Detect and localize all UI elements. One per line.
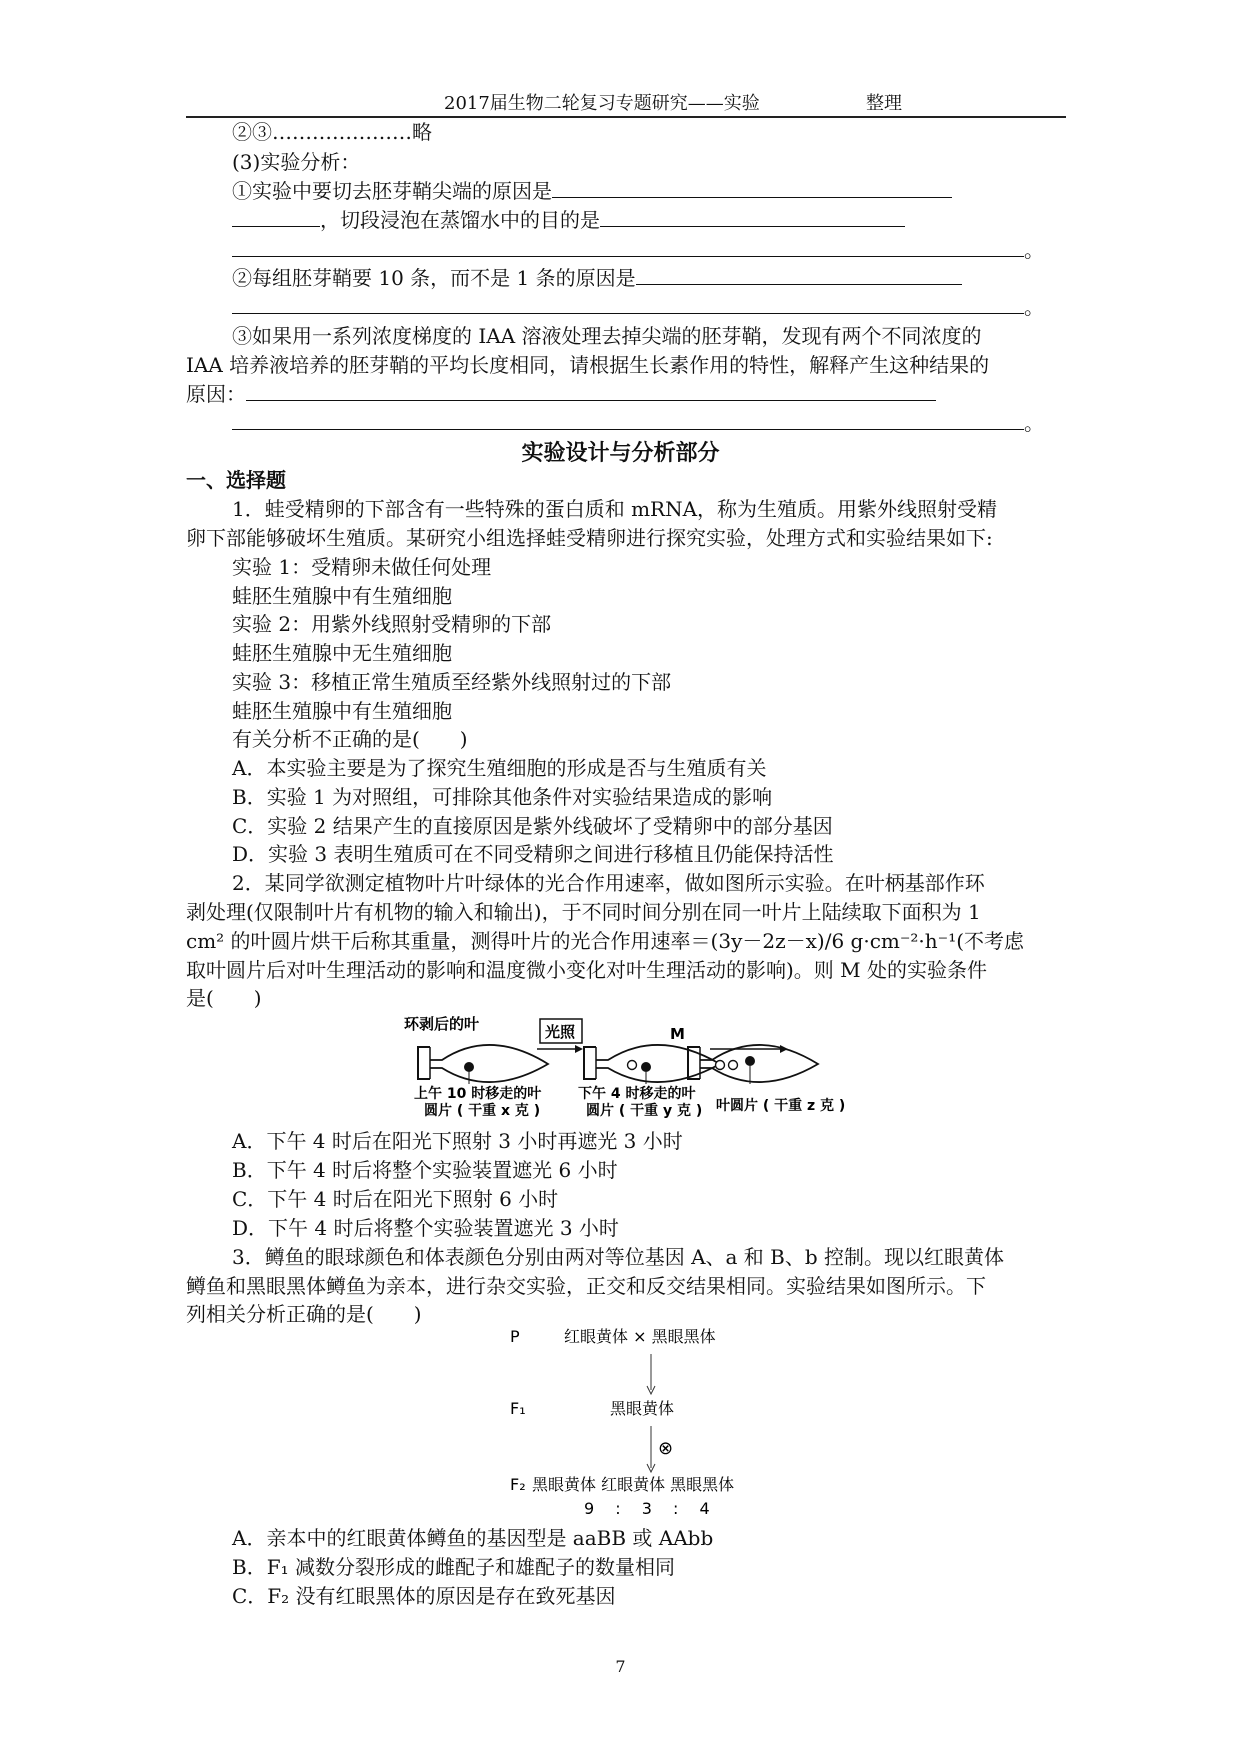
answer-blank[interactable]	[232, 236, 1024, 257]
m-label: M	[670, 1025, 685, 1043]
caption-1a: 上午 10 时移走的叶	[414, 1086, 542, 1102]
page-number: 7	[615, 1657, 626, 1676]
fig-top-label: 环剥后的叶	[404, 1015, 480, 1033]
option-c[interactable]: C．实验 2 结果产生的直接原因是紫外线破坏了受精卵中的部分基因	[232, 814, 833, 838]
leaf-experiment-diagram	[400, 1012, 880, 1122]
caption-2a: 下午 4 时移走的叶	[578, 1086, 696, 1102]
question-line: 取叶圆片后对叶生理活动的影响和温度微小变化对叶生理活动的影响)。则 M 处的实验条件	[186, 958, 987, 982]
question-line: 原因：	[186, 380, 936, 408]
leaf-1	[418, 1045, 548, 1084]
light-label: 光照	[545, 1023, 576, 1041]
question-line: 是( )	[186, 986, 262, 1010]
f2-phenotypes: 黑眼黄体 红眼黄体 黑眼黑体	[532, 1475, 735, 1494]
cross-diagram	[500, 1318, 800, 1518]
option-a[interactable]: A．亲本中的红眼黄体鳟鱼的基因型是 aaBB 或 AAbb	[232, 1526, 714, 1550]
answer-blank[interactable]	[232, 206, 320, 227]
selfing-icon: ⊗	[658, 1438, 674, 1459]
f2-ratio: 9 : 3 : 4	[584, 1499, 710, 1518]
answer-line: 。	[232, 293, 1044, 321]
question-line: 鳟鱼和黑眼黑体鳟鱼为亲本，进行杂交实验，正交和反交结果相同。实验结果如图所示。下	[186, 1274, 986, 1298]
f2-label: F₂	[510, 1475, 526, 1494]
header-tag: 整理	[866, 93, 902, 114]
page-header	[186, 86, 1066, 118]
question-ask: 有关分析不正确的是( )	[232, 727, 468, 751]
answer-blank[interactable]	[232, 293, 1024, 314]
result-line: 蛙胚生殖腺中有生殖细胞	[232, 584, 452, 608]
intro-line: (3)实验分析：	[232, 150, 361, 174]
leaf-3	[688, 1045, 818, 1084]
question-line: 卵下部能够破坏生殖质。某研究小组选择蛙受精卵进行探究实验，处理方式和实验结果如下:	[186, 526, 993, 550]
option-d[interactable]: D．下午 4 时后将整个实验装置遮光 3 小时	[232, 1216, 619, 1240]
option-d[interactable]: D．实验 3 表明生殖质可在不同受精卵之间进行移植且仍能保持活性	[232, 842, 834, 866]
f1-label: F₁	[510, 1399, 526, 1418]
question-line: 2．某同学欲测定植物叶片叶绿体的光合作用速率，做如图所示实验。在叶柄基部作环	[232, 871, 985, 895]
question-line: ①实验中要切去胚芽鞘尖端的原因是	[232, 177, 952, 205]
option-b[interactable]: B．下午 4 时后将整个实验装置遮光 6 小时	[232, 1158, 618, 1182]
part-title: 一、选择题	[186, 468, 286, 492]
result-line: 蛙胚生殖腺中无生殖细胞	[232, 641, 452, 665]
answer-blank[interactable]	[552, 177, 952, 198]
option-b[interactable]: B．F₁ 减数分裂形成的雌配子和雄配子的数量相同	[232, 1555, 675, 1579]
header-title: 2017届生物二轮复习专题研究——实验	[444, 93, 760, 114]
p-cross: 红眼黄体 × 黑眼黑体	[564, 1327, 716, 1346]
answer-blank[interactable]	[246, 380, 936, 401]
question-line: 3．鳟鱼的眼球颜色和体表颜色分别由两对等位基因 A、a 和 B、b 控制。现以红眼黄体	[232, 1245, 1005, 1269]
result-line: 蛙胚生殖腺中有生殖细胞	[232, 699, 452, 723]
option-c[interactable]: C．F₂ 没有红眼黑体的原因是存在致死基因	[232, 1584, 616, 1608]
question-line: IAA 培养液培养的胚芽鞘的平均长度相同，请根据生长素作用的特性，解释产生这种结果的	[186, 353, 990, 377]
answer-line: 。	[232, 409, 1044, 437]
section-title: 实验设计与分析部分	[521, 441, 720, 466]
question-line: 剥处理(仅限制叶片有机物的输入和输出)，于不同时间分别在同一叶片上陆续取下面积为 1	[186, 900, 981, 924]
question-line: 1．蛙受精卵的下部含有一些特殊的蛋白质和 mRNA，称为生殖质。用紫外线照射受精	[232, 497, 998, 521]
option-a[interactable]: A．下午 4 时后在阳光下照射 3 小时再遮光 3 小时	[232, 1129, 683, 1153]
option-b[interactable]: B．实验 1 为对照组，可排除其他条件对实验结果造成的影响	[232, 785, 773, 809]
answer-line: 。	[232, 236, 1044, 264]
caption-2b: 圆片 ( 干重 y 克 )	[586, 1103, 703, 1119]
experiment-line: 实验 2：用紫外线照射受精卵的下部	[232, 612, 552, 636]
experiment-line: 实验 1：受精卵未做任何处理	[232, 555, 492, 579]
option-a[interactable]: A．本实验主要是为了探究生殖细胞的形成是否与生殖质有关	[232, 756, 767, 780]
answer-blank[interactable]	[600, 206, 905, 227]
question-line: ，切段浸泡在蒸馏水中的目的是	[232, 206, 905, 234]
option-c[interactable]: C．下午 4 时后在阳光下照射 6 小时	[232, 1187, 559, 1211]
question-line: ②每组胚芽鞘要 10 条，而不是 1 条的原因是	[232, 264, 962, 292]
experiment-line: 实验 3：移植正常生殖质至经紫外线照射过的下部	[232, 670, 672, 694]
question-line: ③如果用一系列浓度梯度的 IAA 溶液处理去掉尖端的胚芽鞘，发现有两个不同浓度的	[232, 324, 982, 348]
question-line: 列相关分析正确的是( )	[186, 1302, 422, 1326]
intro-line: ②③…………………略	[232, 120, 432, 144]
answer-blank[interactable]	[636, 264, 962, 285]
f1-phenotype: 黑眼黄体	[610, 1399, 675, 1418]
caption-1b: 圆片 ( 干重 x 克 )	[424, 1103, 541, 1119]
p-label: P	[510, 1327, 520, 1346]
question-line: cm² 的叶圆片烘干后称其重量，测得叶片的光合作用速率＝(3y－2z－x)/6 g·cm⁻²·h⁻¹(不考虑	[186, 929, 1025, 953]
answer-blank[interactable]	[232, 409, 1024, 430]
caption-3: 叶圆片 ( 干重 z 克 )	[716, 1098, 846, 1114]
